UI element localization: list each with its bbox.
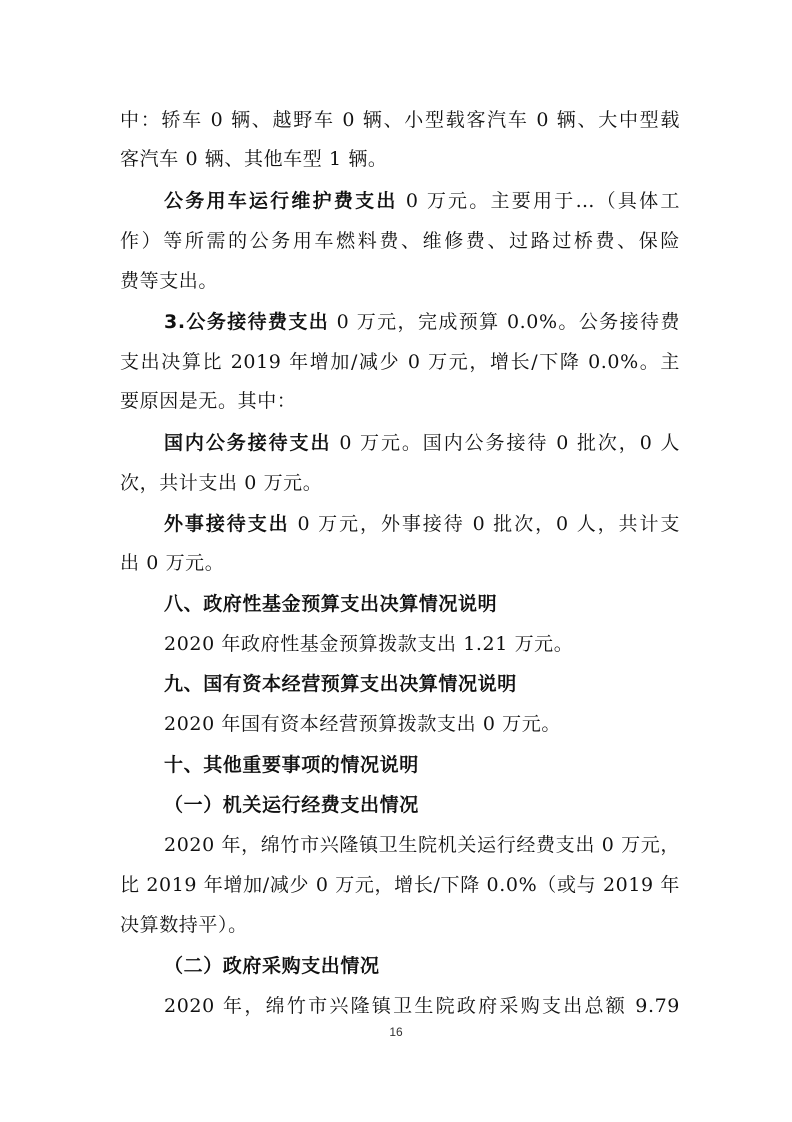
line-text: 2020 年，绵竹市兴隆镇卫生院机关运行经费支出 0 万元， xyxy=(164,834,680,856)
line-text: 2020 年国有资本经营预算拨款支出 0 万元。 xyxy=(164,713,561,735)
line-text: 0 万元，完成预算 0.0%。公务接待费 xyxy=(329,311,680,333)
page-number: 16 xyxy=(389,1025,403,1039)
body-line xyxy=(120,470,680,496)
line-text: 作）等所需的公务用车燃料费、维修费、过路过桥费、保险 xyxy=(120,230,680,252)
body-line xyxy=(120,388,680,414)
line-text: 出 0 万元。 xyxy=(120,552,225,574)
bold-lead: 3.公务接待费支出 xyxy=(164,311,330,333)
line-text: 费等支出。 xyxy=(120,270,219,292)
bold-lead: 外事接待支出 xyxy=(164,513,290,535)
body-line xyxy=(164,309,680,335)
section-heading: 八、政府性基金预算支出决算情况说明 xyxy=(164,593,498,615)
line-text: 2020 年政府性基金预算拨款支出 1.21 万元。 xyxy=(164,633,574,655)
body-line xyxy=(120,107,680,133)
line-text: 2020 年，绵竹市兴隆镇卫生院政府采购支出总额 9.79 xyxy=(164,995,680,1017)
body-line xyxy=(120,349,680,375)
body-line xyxy=(120,268,680,294)
body-line xyxy=(120,550,680,576)
body-line xyxy=(164,430,680,456)
body-line xyxy=(164,188,680,214)
body-line xyxy=(164,631,680,657)
body-line xyxy=(164,511,680,537)
bold-lead: 国内公务接待支出 xyxy=(164,432,332,454)
body-line xyxy=(120,912,680,938)
line-text: 比 2019 年增加/减少 0 万元，增长/下降 0.0%（或与 2019 年 xyxy=(120,874,680,896)
section-heading: 十、其他重要事项的情况说明 xyxy=(164,754,419,776)
line-text: 0 万元。国内公务接待 0 批次，0 人 xyxy=(331,432,680,454)
section-heading: 九、国有资本经营预算支出决算情况说明 xyxy=(164,673,517,695)
body-line xyxy=(164,832,680,858)
subsection-heading: （一）机关运行经费支出情况 xyxy=(164,794,419,816)
bold-lead: 公务用车运行维护费支出 xyxy=(164,190,398,212)
line-text: 决算数持平）。 xyxy=(120,914,248,936)
body-line xyxy=(120,872,680,898)
line-text: 中：轿车 0 辆、越野车 0 辆、小型载客汽车 0 辆、大中型载 xyxy=(120,109,680,131)
body-line xyxy=(120,228,680,254)
line-text: 0 万元，外事接待 0 批次，0 人，共计支 xyxy=(289,513,681,535)
line-text: 0 万元。主要用于…（具体工 xyxy=(397,190,680,212)
line-text: 次，共计支出 0 万元。 xyxy=(120,472,323,494)
line-text: 要原因是无。其中： xyxy=(120,390,297,412)
line-text: 客汽车 0 辆、其他车型 1 辆。 xyxy=(120,148,388,170)
body-line xyxy=(120,146,680,172)
subsection-heading: （二）政府采购支出情况 xyxy=(164,955,380,977)
line-text: 支出决算比 2019 年增加/减少 0 万元，增长/下降 0.0%。主 xyxy=(120,351,680,373)
body-line xyxy=(164,711,680,737)
body-line xyxy=(164,993,680,1019)
